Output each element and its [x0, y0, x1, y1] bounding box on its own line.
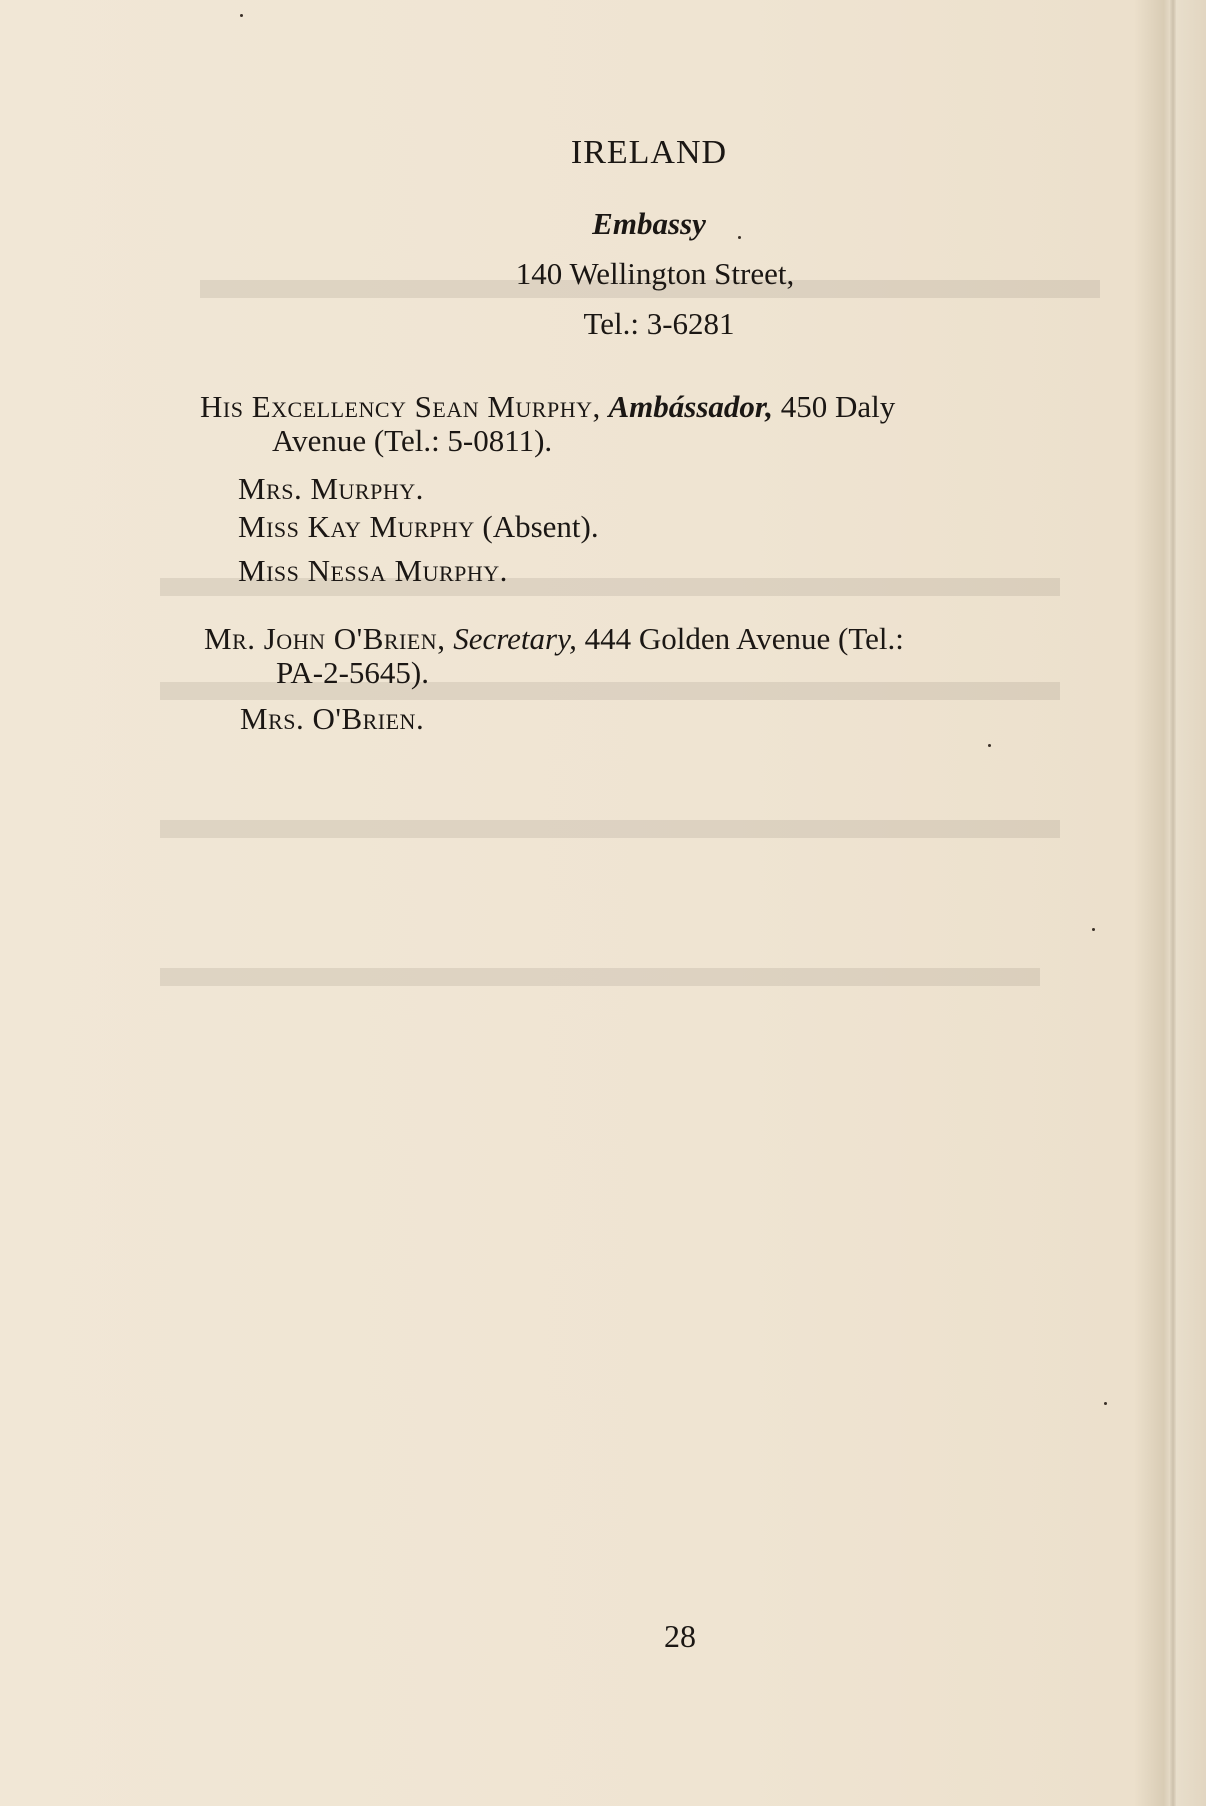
staff-entry-spouse: Mrs. Murphy.	[238, 471, 424, 506]
office-phone: Tel.: 3-6281	[583, 306, 735, 341]
staff-entry-family	[238, 508, 599, 546]
show-through-ghost	[160, 820, 1060, 842]
staff-entry-continuation: Avenue (Tel.: 5-0811).	[272, 423, 553, 458]
staff-status: (Absent).	[482, 509, 599, 544]
country-heading: IRELAND	[570, 134, 728, 171]
office-type: Embassy	[592, 206, 706, 241]
dust-speck	[988, 744, 991, 747]
staff-entry-continuation: PA-2-5645).	[276, 655, 430, 690]
staff-entry-spouse: Mrs. O'Brien.	[240, 701, 425, 736]
staff-role: Secretary,	[453, 621, 577, 656]
staff-name: Miss Kay Murphy	[238, 509, 475, 544]
staff-address: 450 Daly	[780, 389, 896, 424]
office-address: 140 Wellington Street,	[515, 256, 795, 291]
staff-role: Ambássador,	[608, 389, 774, 424]
staff-entry-family: Miss Nessa Murphy.	[238, 553, 508, 588]
dust-speck	[1104, 1402, 1107, 1405]
staff-address: 444 Golden Avenue (Tel.:	[584, 621, 904, 656]
show-through-ghost	[160, 968, 1040, 990]
page-number: 28	[664, 1618, 696, 1654]
staff-entry-ambassador	[200, 388, 895, 426]
staff-name: Mr. John O'Brien,	[204, 621, 446, 656]
dust-speck	[1092, 928, 1095, 931]
dust-speck	[240, 14, 243, 17]
dust-speck	[738, 236, 741, 239]
staff-entry-secretary	[204, 620, 904, 658]
staff-name: His Excellency Sean Murphy,	[200, 389, 601, 424]
